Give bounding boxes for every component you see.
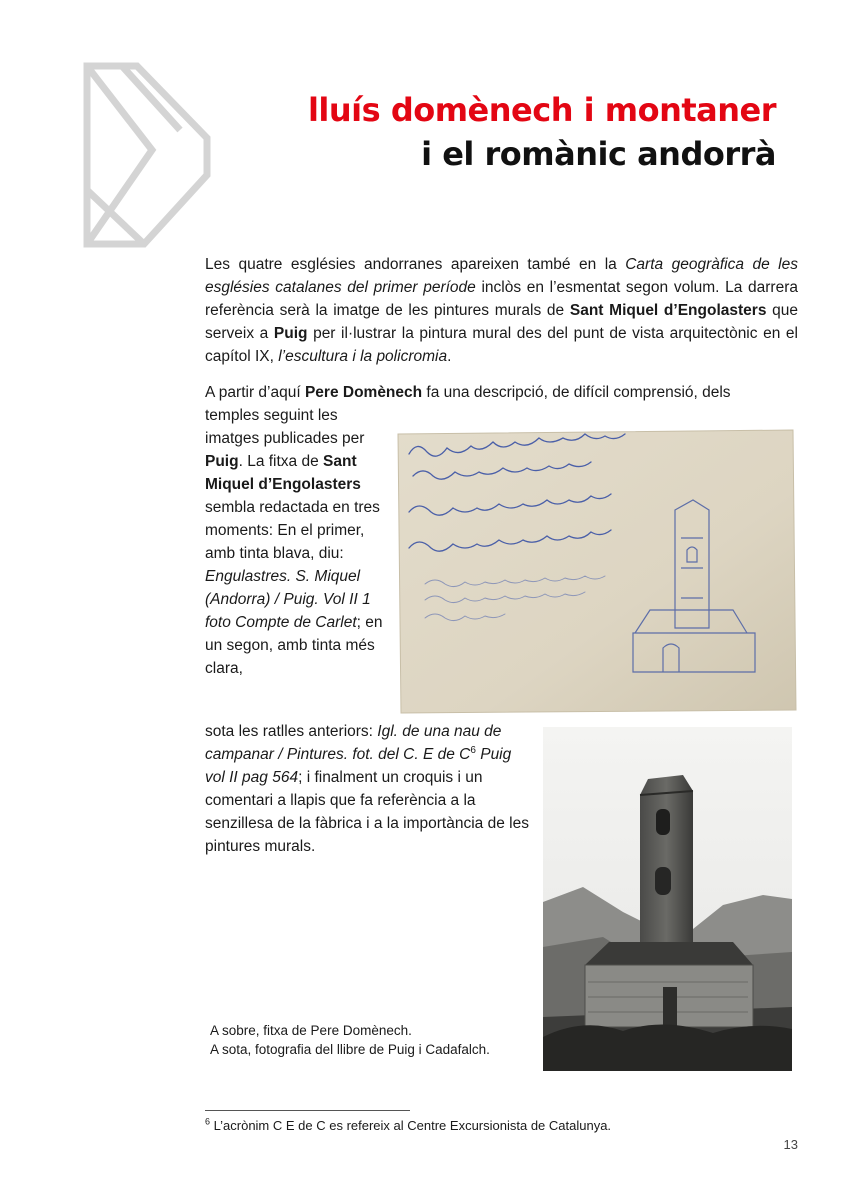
text: sota les ratlles anteriors: (205, 723, 378, 740)
text: ; en un segon, amb tinta més clara, (205, 614, 383, 677)
footnote-text: L’acrònim C E de C es refereix al Centre Excursionista de Catalunya. (210, 1118, 612, 1133)
text: per il·lustrar la pintura mural des del punt de vista arquitectònic en el capítol IX, (205, 325, 798, 365)
italic-text: l’escultura i la policromia (278, 348, 448, 365)
title-line-2: i el romànic andorrà (421, 135, 776, 173)
text: . (447, 348, 452, 365)
footnote-divider (205, 1110, 410, 1111)
text: sembla redactada en tres moments: En el primer, amb tinta blava, diu: (205, 499, 380, 562)
text: Les quatre esglésies andorranes apareixen també en la (205, 256, 626, 273)
text: que serveix a (205, 302, 798, 342)
bold-text: Puig (205, 453, 239, 470)
bold-text: Puig (273, 325, 308, 342)
title-line-1: lluís domènech i montaner (307, 91, 776, 129)
church-photograph-image (543, 727, 792, 1071)
page-number: 13 (783, 1137, 798, 1152)
caption-line-1: A sobre, fitxa de Pere Domènech. (210, 1023, 412, 1038)
paragraph-2-line-1 (205, 381, 805, 404)
footnote (205, 1117, 611, 1135)
handwritten-card-image (395, 428, 798, 715)
text: A partir d’aquí (205, 384, 305, 401)
footnote-ref[interactable]: 6 (470, 744, 476, 756)
footnote-number: 6 (205, 1116, 211, 1127)
text: temples seguint les imatges publicades per (205, 407, 365, 447)
text: inclòs en l’esmentat segon volum. La darrera referència serà la imatge de les pintures murals de (205, 279, 798, 319)
italic-text: Carta geogràfica de les esglésies catalanes del primer període (205, 256, 798, 296)
publication-logo-icon (82, 60, 212, 250)
text: fa una descripció, de difícil comprensió, dels (422, 384, 731, 401)
italic-text: Igl. de una nau de campanar / Pintures. fot. del C. E de C (205, 723, 502, 763)
italic-text: Engulastres. S. Miquel (Andorra) / Puig. Vol II 1 foto Compte de Carlet (205, 568, 371, 631)
paragraph-2-continuation (205, 720, 535, 858)
bold-text: Pere Domènech (304, 384, 423, 401)
caption-line-2: A sota, fotografia del llibre de Puig i Cadafalch. (210, 1042, 490, 1057)
paragraph-2-narrow-column (205, 404, 383, 680)
paragraph-1 (205, 253, 798, 368)
bold-text: Sant Miquel d’Engolasters (569, 302, 767, 319)
bold-text: Sant Miquel d’Engolasters (205, 453, 361, 493)
text: ; i finalment un croquis i un comentari a llapis que fa referència a la senzillesa de la fàbrica i a la importància de les pintures murals. (205, 769, 529, 855)
italic-text: Puig vol II pag 564 (205, 746, 512, 786)
page-title (308, 88, 776, 176)
image-caption (210, 1021, 503, 1059)
text: . La fitxa de (238, 453, 324, 470)
